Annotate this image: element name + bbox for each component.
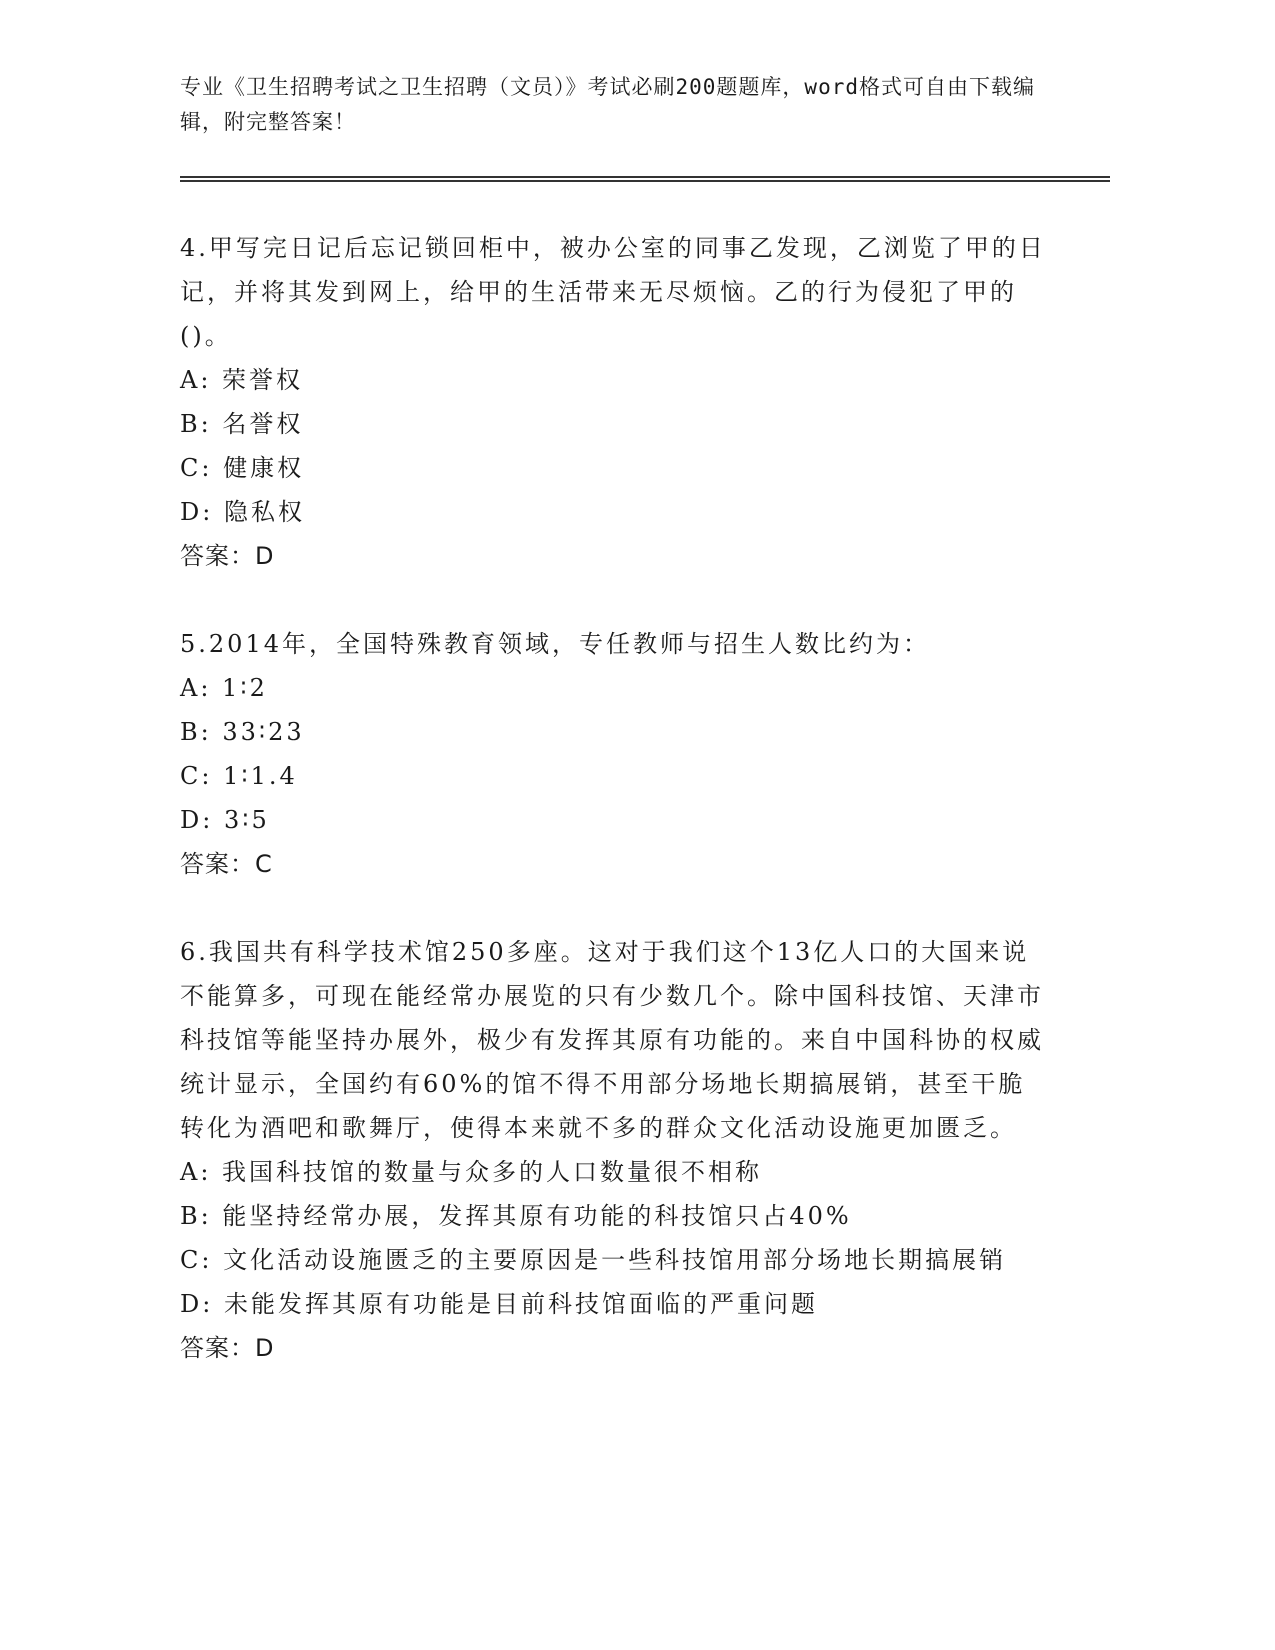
option-a: A: 我国科技馆的数量与众多的人口数量很不相称 <box>180 1158 763 1186</box>
question-stem: 4.甲写完日记后忘记锁回柜中，被办公室的同事乙发现，乙浏览了甲的日记，并将其发到网上，给甲的生活带来无尽烦恼。乙的行为侵犯了甲的()。 <box>180 234 1046 350</box>
option-b: B: 33∶23 <box>180 718 305 746</box>
option-d: D: 未能发挥其原有功能是目前科技馆面临的严重问题 <box>180 1290 818 1318</box>
question-stem: 6.我国共有科学技术馆250多座。这对于我们这个13亿人口的大国来说不能算多，可现在能经常办展览的只有少数几个。除中国科技馆、天津市科技馆等能坚持办展外，极少有发挥其原有功能的。来自中国科协的权威统计显示，全国约有60%的馆不得不用部分场地长期搞展销，甚至干脆转化为酒吧和歌舞厅，使得本来就不多的群众文化活动设施更加匮乏。 <box>180 938 1044 1142</box>
option-c: C: 1∶1.4 <box>180 762 298 790</box>
option-b: B: 能坚持经常办展，发挥其原有功能的科技馆只占40% <box>180 1202 852 1230</box>
question-4 <box>180 226 1110 578</box>
answer-line: 答案：C <box>180 850 273 878</box>
option-d: D: 隐私权 <box>180 498 305 526</box>
option-a: A: 1∶2 <box>180 674 268 702</box>
header-divider <box>180 176 1110 182</box>
option-b: B: 名誉权 <box>180 410 304 438</box>
answer-line: 答案：D <box>180 1334 275 1362</box>
question-5 <box>180 622 1110 886</box>
document-header: 专业《卫生招聘考试之卫生招聘（文员）》考试必刷200题题库，word格式可自由下载编辑，附完整答案！ <box>180 75 1035 134</box>
question-6 <box>180 930 1110 1370</box>
option-c: C: 文化活动设施匮乏的主要原因是一些科技馆用部分场地长期搞展销 <box>180 1246 1007 1274</box>
question-stem: 5.2014年，全国特殊教育领域，专任教师与招生人数比约为： <box>180 630 930 658</box>
answer-line: 答案：D <box>180 542 275 570</box>
option-d: D: 3∶5 <box>180 806 270 834</box>
document-page <box>180 70 1110 1370</box>
option-c: C: 健康权 <box>180 454 305 482</box>
option-a: A: 荣誉权 <box>180 366 304 394</box>
